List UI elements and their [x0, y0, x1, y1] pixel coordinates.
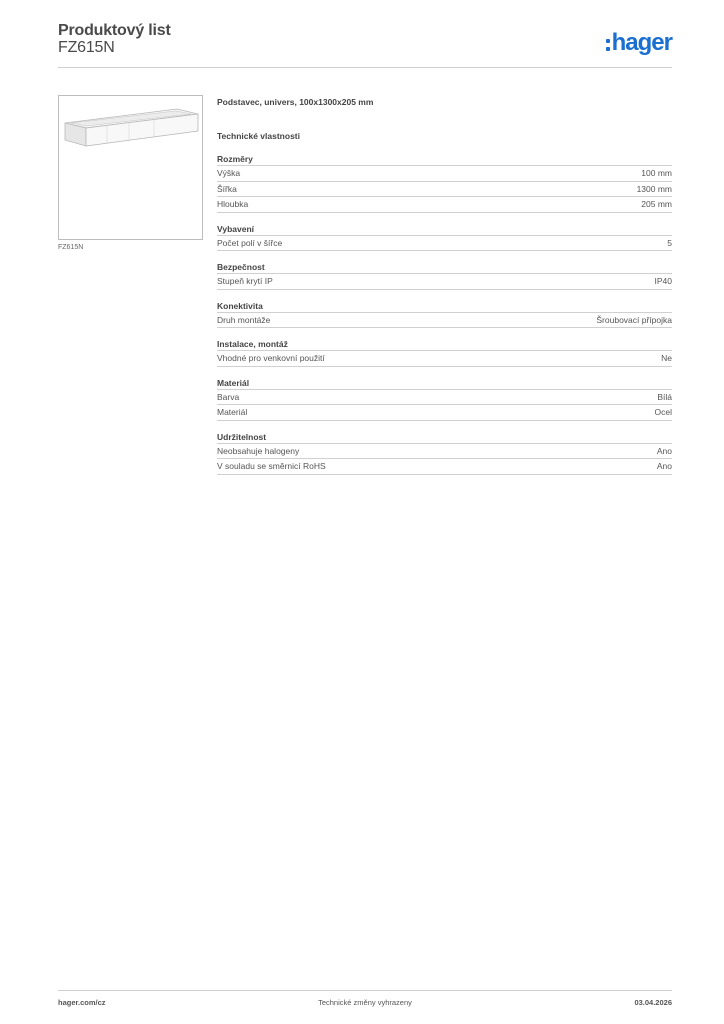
property-row — [217, 166, 672, 182]
property-row — [217, 182, 672, 198]
property-row — [217, 197, 672, 213]
section-title: Udržitelnost — [217, 430, 672, 444]
property-value: Ocel — [654, 407, 672, 417]
property-value: 205 mm — [641, 199, 672, 209]
property-label: V souladu se směrnicí RoHS — [217, 461, 326, 471]
property-value: IP40 — [654, 276, 672, 286]
property-value: Ano — [656, 461, 672, 471]
property-label: Výška — [217, 168, 241, 178]
footer-website: hager.com/cz — [58, 998, 106, 1007]
property-row — [217, 274, 672, 290]
property-value: Ano — [656, 445, 672, 456]
property-label: Stupeň krytí IP — [217, 276, 273, 286]
property-label: Barva — [217, 391, 240, 402]
section-title: Bezpečnost — [217, 260, 672, 274]
property-value: Ne — [661, 353, 672, 363]
property-row — [217, 405, 672, 421]
property-value: Šroubovací přípojka — [596, 314, 672, 325]
property-label: Materiál — [217, 407, 248, 417]
property-row — [217, 351, 672, 367]
plinth-illustration-icon — [59, 96, 204, 241]
property-label: Druh montáže — [217, 314, 271, 325]
property-value: 1300 mm — [636, 183, 672, 194]
property-label: Neobsahuje halogeny — [217, 445, 300, 456]
property-section — [217, 337, 672, 367]
property-row — [217, 236, 672, 252]
property-row — [217, 459, 672, 475]
footer-note: Technické změny vyhrazeny — [318, 998, 412, 1007]
document-title: Produktový list — [58, 22, 171, 39]
section-title: Rozměry — [217, 152, 672, 166]
property-value: Bílá — [657, 391, 672, 402]
property-label: Šířka — [217, 183, 237, 194]
property-section — [217, 152, 672, 213]
technical-properties-heading: Technické vlastnosti — [217, 131, 300, 141]
properties-list — [217, 152, 672, 475]
property-row — [217, 313, 672, 329]
product-description: Podstavec, univers, 100x1300x205 mm — [217, 97, 374, 107]
property-section — [217, 222, 672, 252]
product-code: FZ615N — [58, 39, 115, 56]
hager-logo — [606, 28, 672, 58]
section-title: Instalace, montáž — [217, 337, 672, 351]
section-title: Konektivita — [217, 299, 672, 313]
property-label: Hloubka — [217, 199, 249, 209]
property-section — [217, 299, 672, 329]
property-label: Vhodné pro venkovní použití — [217, 353, 325, 363]
property-row — [217, 444, 672, 460]
property-value: 5 — [667, 237, 672, 248]
property-label: Počet polí v šířce — [217, 237, 283, 248]
property-value: 100 mm — [641, 168, 672, 178]
header-divider — [58, 67, 672, 68]
page-header — [58, 20, 672, 68]
logo-dots-icon — [606, 39, 610, 51]
property-section — [217, 430, 672, 475]
logo-text: hager — [611, 29, 672, 56]
property-row — [217, 390, 672, 406]
footer-divider — [58, 990, 672, 991]
product-details — [217, 95, 672, 475]
property-section — [217, 260, 672, 290]
property-section — [217, 376, 672, 421]
section-title: Vybavení — [217, 222, 672, 236]
product-image — [58, 95, 203, 240]
section-title: Materiál — [217, 376, 672, 390]
image-caption: FZ615N — [58, 244, 84, 251]
footer-date: 03.04.2026 — [634, 998, 672, 1007]
